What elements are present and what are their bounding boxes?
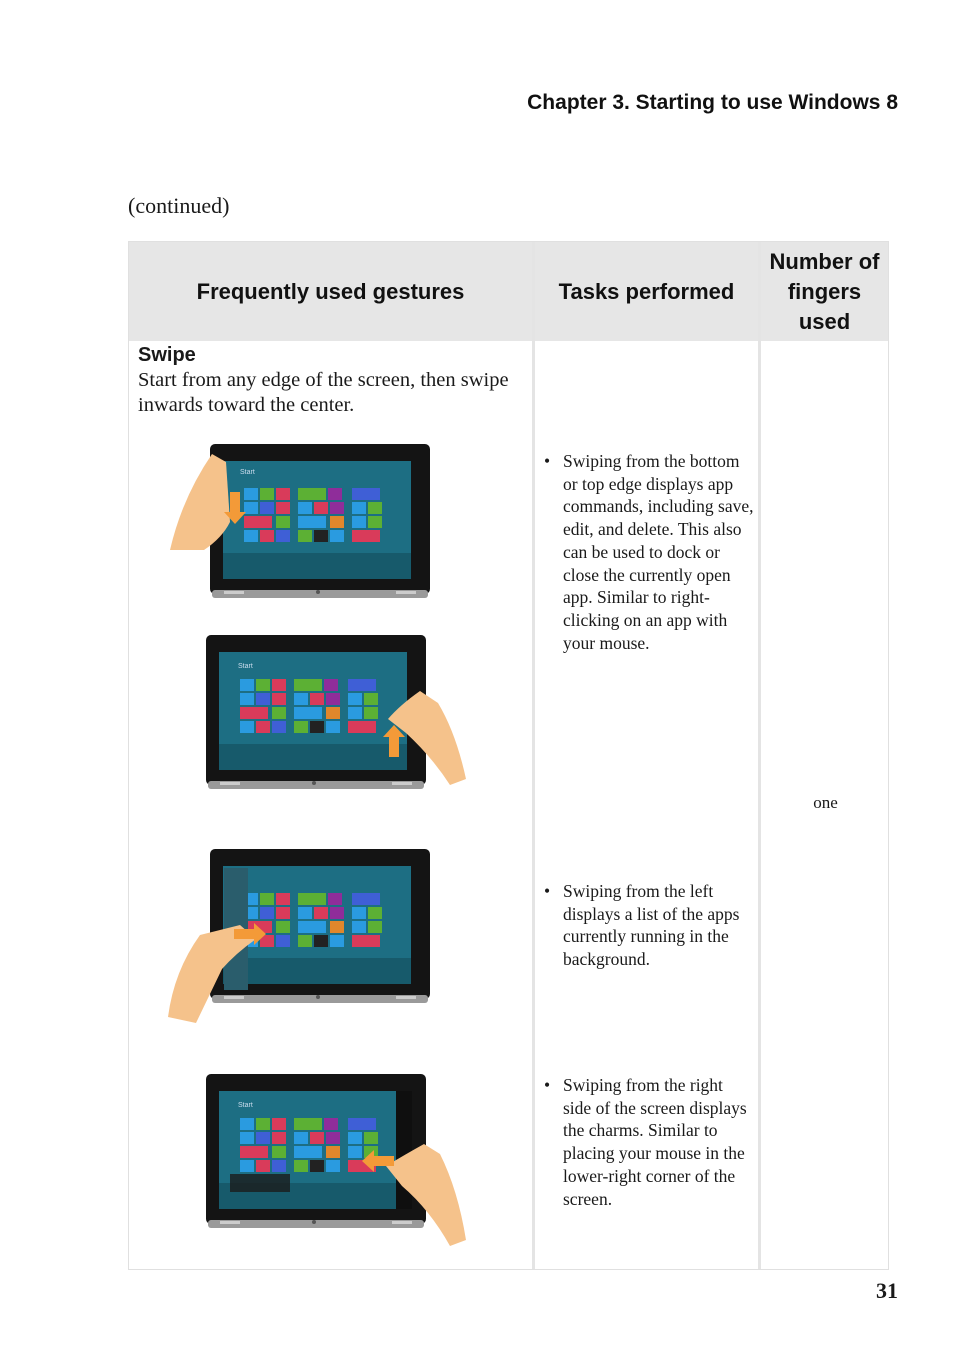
- screen-start-label: Start: [238, 663, 253, 670]
- column-divider: [532, 242, 535, 1269]
- swipe-top-illustration: [160, 438, 440, 613]
- swipe-bottom-illustration: [200, 633, 475, 793]
- screen-start-label: Start: [240, 469, 255, 476]
- screen-start-label: Start: [238, 1102, 253, 1109]
- task-item: • Swiping from the left displays a list of the apps currently running in the background.: [544, 881, 740, 970]
- fingers-count: one: [813, 793, 838, 812]
- header-gestures: Frequently used gestures: [129, 242, 532, 341]
- header-fingers: Number of fingers used: [761, 242, 888, 341]
- gesture-description: Start from any edge of the screen, then swipe inwards toward the center.: [138, 369, 509, 416]
- task-item: • Swiping from the bottom or top edge displays app commands, including save, edit, and delete. This also can be used to dock or close the currently open app. Similar to right-clicking on an app with your mouse.: [544, 451, 754, 653]
- continued-label: (continued): [128, 193, 230, 218]
- chapter-title: Chapter 3. Starting to use Windows 8: [527, 91, 898, 114]
- header-tasks: Tasks performed: [535, 242, 758, 341]
- page-number: 31: [876, 1278, 898, 1303]
- column-divider: [758, 242, 761, 1269]
- clock-overlay: [230, 1174, 290, 1192]
- swipe-left-illustration: [160, 843, 440, 1025]
- swipe-right-illustration: [200, 1070, 475, 1250]
- task-item: • Swiping from the right side of the screen displays the charms. Similar to placing your mouse in the lower-right corner of the screen.: [544, 1075, 747, 1209]
- gesture-title: Swipe: [138, 344, 196, 366]
